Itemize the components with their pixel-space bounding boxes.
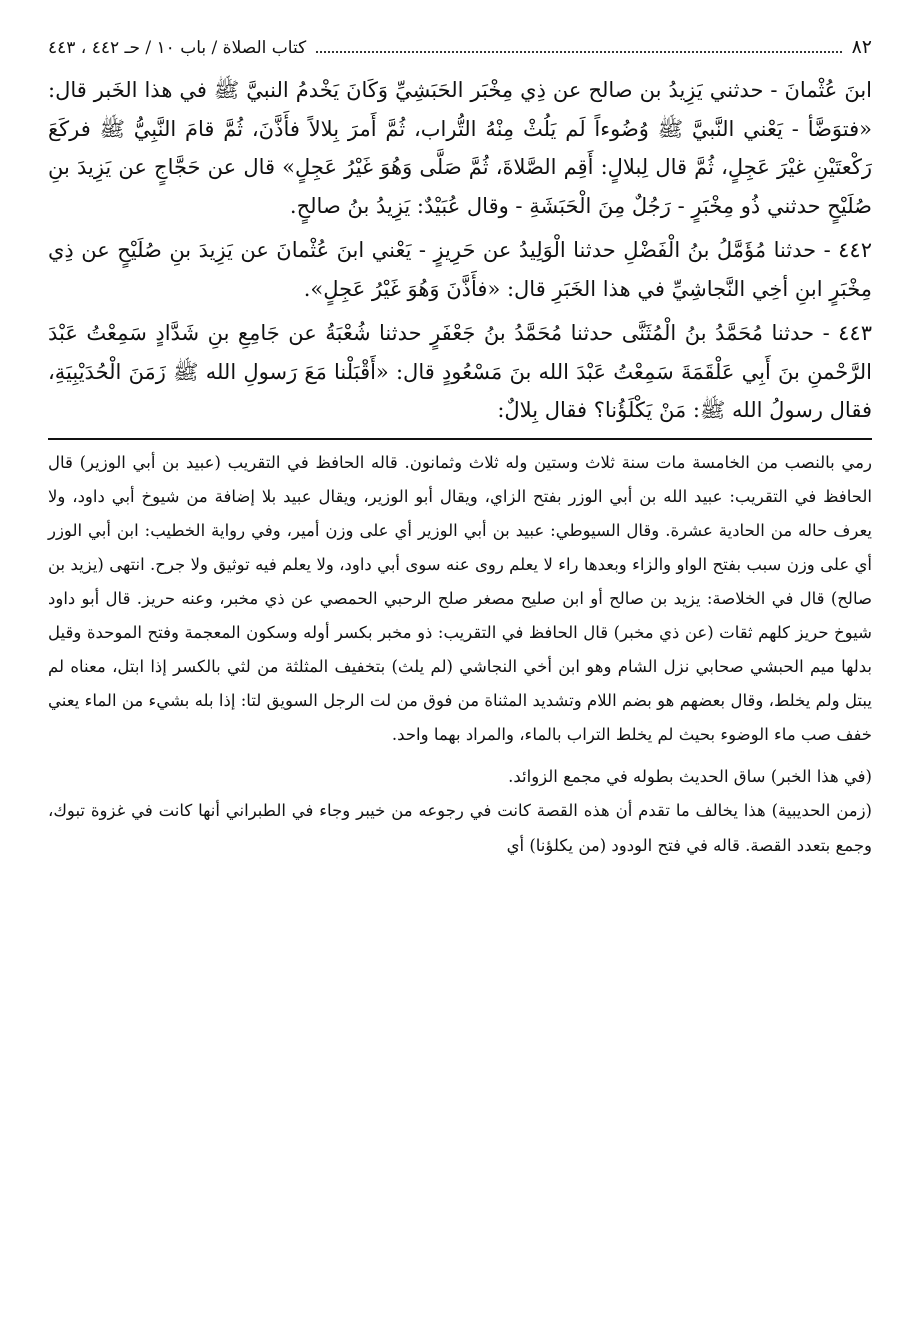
running-title: كتاب الصلاة / باب ١٠ / حـ ٤٤٢ ، ٤٤٣ xyxy=(48,38,307,58)
footnote-divider xyxy=(48,438,872,440)
commentary xyxy=(48,446,872,863)
hadith-442: ٤٤٢ - حدثنا مُؤَمَّلُ بنُ الْفَضْلِ حدثنا الْوَلِيدُ عن حَرِيزٍ - يَعْني ابنَ عُثْمانَ عن يَزِيدَ بنِ صُلَيْحٍ عن ذِي مِخْبَرٍ ابنِ أخِي النَّجاشِيِّ في هذا الخَبَرِ قال: «فأَذَّنَ وَهُوَ غَيْرُ عَجِلٍ». xyxy=(48,238,872,301)
main-text xyxy=(48,71,872,430)
commentary-paragraph: (زمن الحديبية) هذا يخالف ما تقدم أن هذه القصة كانت في رجوعه من خيبر وجاء في الطبراني أنها كانت في غزوة تبوك، وجمع بتعدد القصة. قاله في فتح الودود (من يكلؤنا) أي xyxy=(48,801,872,855)
hadith-443: ٤٤٣ - حدثنا مُحَمَّدُ بنُ الْمُثَنَّى حدثنا مُحَمَّدُ بنُ جَعْفَرٍ حدثنا شُعْبَةُ عن جَامِعِ بنِ شَدَّادٍ سَمِعْتُ عَبْدَ الرَّحْمنِ بنَ أَبِي عَلْقَمَةَ سَمِعْتُ عَبْدَ الله بنَ مَسْعُودٍ قال: «أَقْبَلْنا مَعَ رَسولِ الله ﷺ زَمَنَ الْحُدَيْبِيَةِ، فقال رسولُ الله ﷺ: مَنْ يَكْلَؤُنا؟ فقال بِلالٌ: xyxy=(48,321,872,422)
book-page xyxy=(48,34,872,863)
page-number: ٨٢ xyxy=(851,36,872,58)
main-paragraph: ابنَ عُثْمانَ - حدثني يَزِيدُ بن صالح عن ذِي مِخْبَر الحَبَشِيِّ وَكَانَ يَخْدمُ النبيَّ ﷺ في هذا الخَبر قال: «فتوَضَّأ - يَعْني النَّبيَّ ﷺ وُضُوءاً لَم يَلُثْ مِنْهُ التُّراب، ثُمَّ أَمرَ بِلالاً فأَذَّنَ، ثُمَّ قامَ النَّبِيُّ ﷺ فركَعَ رَكْعتَيْنِ غيْرَ عَجِلٍ، ثُمَّ قال لِبلالٍ: أَقِم الصَّلاةَ، ثُمَّ صَلَّى وَهُوَ غَيْرُ عَجِلٍ» قال عن حَجَّاجٍ عن يَزِيدَ بنِ صُلَيْحٍ حدثني ذُو مِخْبَرٍ - رَجُلٌ مِنَ الْحَبَشَةِ - وقال عُبَيْدٌ: يَزِيدُ بنُ صالحٍ. xyxy=(48,78,872,218)
page-header xyxy=(48,34,872,61)
commentary-paragraph: (في هذا الخبر) ساق الحديث بطوله في مجمع الزوائد. xyxy=(508,767,872,787)
commentary-paragraph: رمي بالنصب من الخامسة مات سنة ثلاث وستين وله ثلاث وثمانون. قاله الحافظ في التقريب (عبيد بن أبي الوزير) قال الحافظ في التقريب: عبيد الله بن أبي الوزر بفتح الزاي، ويقال أبو الوزير، ويقال عبيد بلا إضافة من شيوخ أبي داود، ولا يعرف حاله من الحادية عشرة. وقال السيوطي: عبيد بن أبي الوزير أي على وزن أمير، وفي رواية الخطيب: ابن أبي الوزر أي على وزن سبب بفتح الواو والزاء وبعدها راء لا يعلم روى عنه سوى أبي داود، ولا يعلم فيه توثيق ولا جرح. انتهى (يزيد بن صالح) قال في الخلاصة: يزيد بن صالح أو ابن صليح مصغر صلح الرحبي الحمصي عن ذي مخبر، وعنه حريز. قال أبو داود شيوخ حريز كلهم ثقات (عن ذي مخبر) قال الحافظ في التقريب: ذو مخبر بكسر أوله وسكون المعجمة وفتح الموحدة وقيل بدلها ميم الحبشي صحابي نزل الشام وهو ابن أخي النجاشي (لم يلث) بتخفيف المثلثة من لثي بالكسر إذا ابتل، معناه لم يبتل ولم يخلط، وقال بعضهم هو بضم اللام وتشديد المثناة من فوق من لت الرجل السويق لتا: إذا بله بشيء من الماء يعني خفف صب ماء الوضوء بحيث لم يخلط التراب بالماء، والمراد بهما واحد. xyxy=(48,452,872,745)
header-dotted-leader xyxy=(316,39,841,53)
